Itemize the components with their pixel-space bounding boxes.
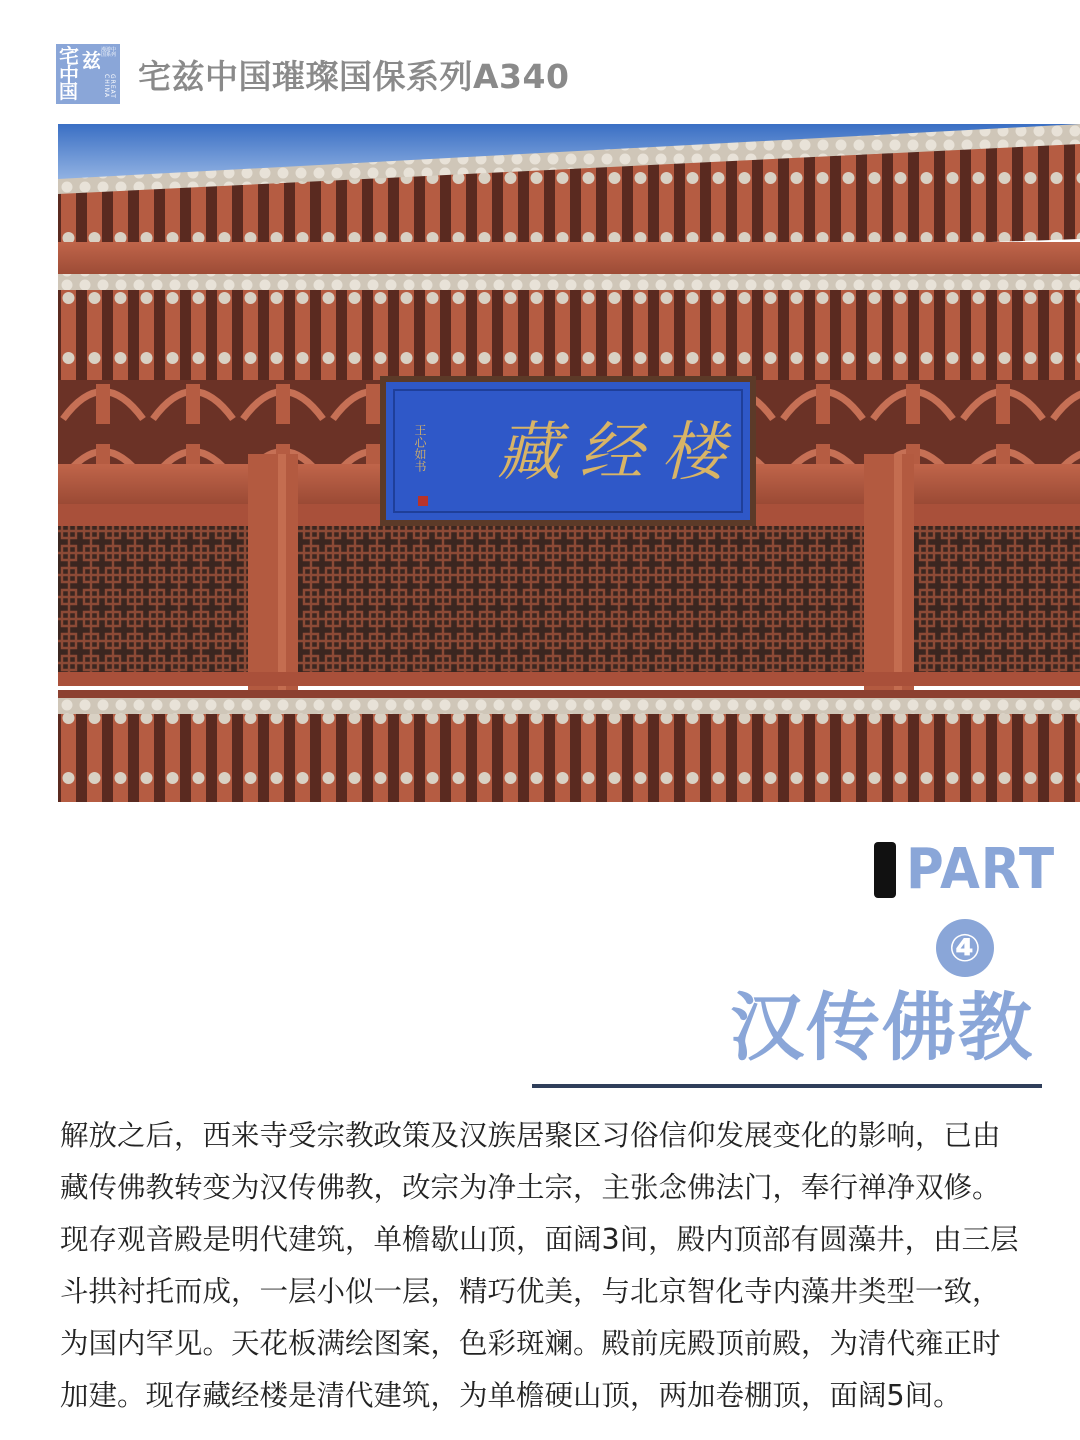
body-line: 加建。现存藏经楼是清代建筑，为单檐硬山顶，两加卷棚顶，面阔5间。: [60, 1379, 962, 1412]
body-line: 藏传佛教转变为汉传佛教，改宗为净土宗，主张念佛法门，奉行禅净双修。: [60, 1171, 1001, 1204]
logo-vertical-text: GREAT CHINA: [103, 74, 116, 99]
logo-glyph: 中: [59, 63, 79, 87]
body-line: 为国内罕见。天花板满绘图案，色彩斑斓。殿前庑殿顶前殿，为清代雍正时: [60, 1327, 1001, 1360]
body-paragraph: [60, 1110, 1050, 1422]
plaque-text: 藏经楼: [497, 416, 743, 490]
plaque-inscription: 王心如书: [413, 424, 427, 472]
logo-glyph: 兹: [82, 50, 102, 72]
series-title: 宅兹中国璀璨国保系列A340: [138, 56, 570, 96]
body-line: 斗拱衬托而成，一层小似一层，精巧优美，与北京智化寺内藻井类型一致，: [60, 1275, 1001, 1308]
body-line: 解放之后，西来寺受宗教政策及汉族居聚区习俗信仰发展变化的影响，已由: [60, 1119, 1001, 1152]
section-title: 汉传佛教: [730, 985, 1034, 1071]
temple-photo: [58, 124, 1080, 802]
title-divider: [532, 1084, 1042, 1088]
header: [56, 44, 569, 104]
part-number-badge: ④: [936, 919, 994, 977]
body-line: 现存观音殿是明代建筑，单檐歇山顶，面阔3间，殿内顶部有圆藻井，由三层: [60, 1223, 1019, 1256]
logo-glyph: 国: [59, 81, 79, 103]
logo-glyph: 宅: [59, 44, 79, 68]
brand-logo: [56, 44, 120, 104]
part-label: PART: [906, 837, 1056, 902]
part-marker: [874, 842, 896, 898]
temple-photo-illustration: [58, 124, 1080, 802]
logo-small-text: 漫游中国系列: [101, 47, 117, 58]
